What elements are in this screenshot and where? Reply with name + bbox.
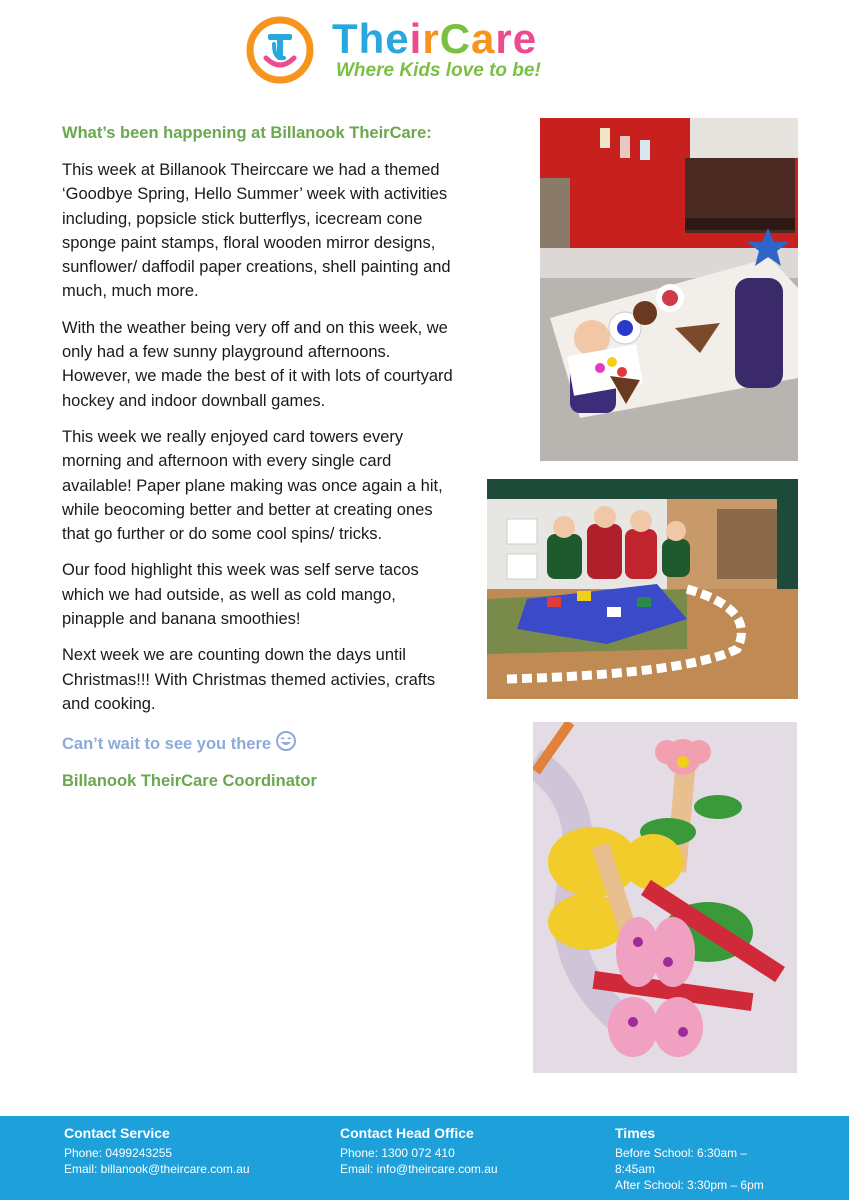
smiley-icon [275, 730, 297, 758]
article-paragraph: This week we really enjoyed card towers every morning and afternoon with every single card available! Paper plane making was once again a hit, while beocoming better and better at creating ones that go further or do some cool spins/ tricks. [62, 427, 443, 544]
contact-service [64, 1125, 314, 1177]
article-heading: What’s been happening at Billanook TheirCare: [62, 124, 432, 142]
article-paragraph: Next week we are counting down the days until Christmas!!! With Christmas themed activies, crafts and cooking. [62, 646, 436, 713]
theircare-logo [244, 14, 574, 86]
theircare-logo-icon [244, 14, 316, 86]
before-school-time-cont: 8:45am [615, 1162, 656, 1176]
closing-line [62, 730, 462, 758]
photo-card-towers [487, 479, 798, 699]
brand-tagline: Where Kids love to be! [336, 60, 541, 81]
signoff: Billanook TheirCare Coordinator [62, 772, 317, 791]
times-title: Times [615, 1125, 656, 1141]
times [615, 1125, 775, 1193]
contact-service-phone[interactable]: Phone: 0499243255 [64, 1146, 173, 1160]
contact-service-email[interactable]: Email: billanook@theircare.com.au [64, 1162, 250, 1176]
photo-popsicle-crafts [533, 722, 797, 1073]
photo-children-painting [540, 118, 798, 461]
head-office-title: Contact Head Office [340, 1125, 474, 1141]
contact-head-office [340, 1125, 590, 1177]
article-paragraph: Our food highlight this week was self serve tacos which we had outside, as well as cold mango, pinapple and banana smoothies! [62, 561, 419, 629]
article-paragraph: With the weather being very off and on this week, we only had a few sunny playground afternoons. However, we made the best of it with lots of courtyard hockey and indoor downball games. [62, 318, 453, 410]
article-paragraph: This week at Billanook Theirccare we had a themed ‘Goodbye Spring, Hello Summer’ week with activities including, popsicle stick butterflys, icecream cone sponge paint stamps, floral wooden mirror designs, sunflower/ daffodil paper creations, shell painting and much, much more. [62, 161, 451, 301]
after-school-time: After School: 3:30pm – 6pm [615, 1178, 764, 1192]
article [62, 122, 462, 792]
contact-footer [0, 1116, 849, 1200]
closing-text: Can’t wait to see you there [62, 735, 272, 754]
head-office-phone[interactable]: Phone: 1300 072 410 [340, 1146, 455, 1160]
head-office-email[interactable]: Email: info@theircare.com.au [340, 1162, 498, 1176]
brand-name: TheirCare [332, 15, 538, 62]
contact-service-title: Contact Service [64, 1125, 170, 1141]
before-school-time: Before School: 6:30am – [615, 1146, 748, 1160]
